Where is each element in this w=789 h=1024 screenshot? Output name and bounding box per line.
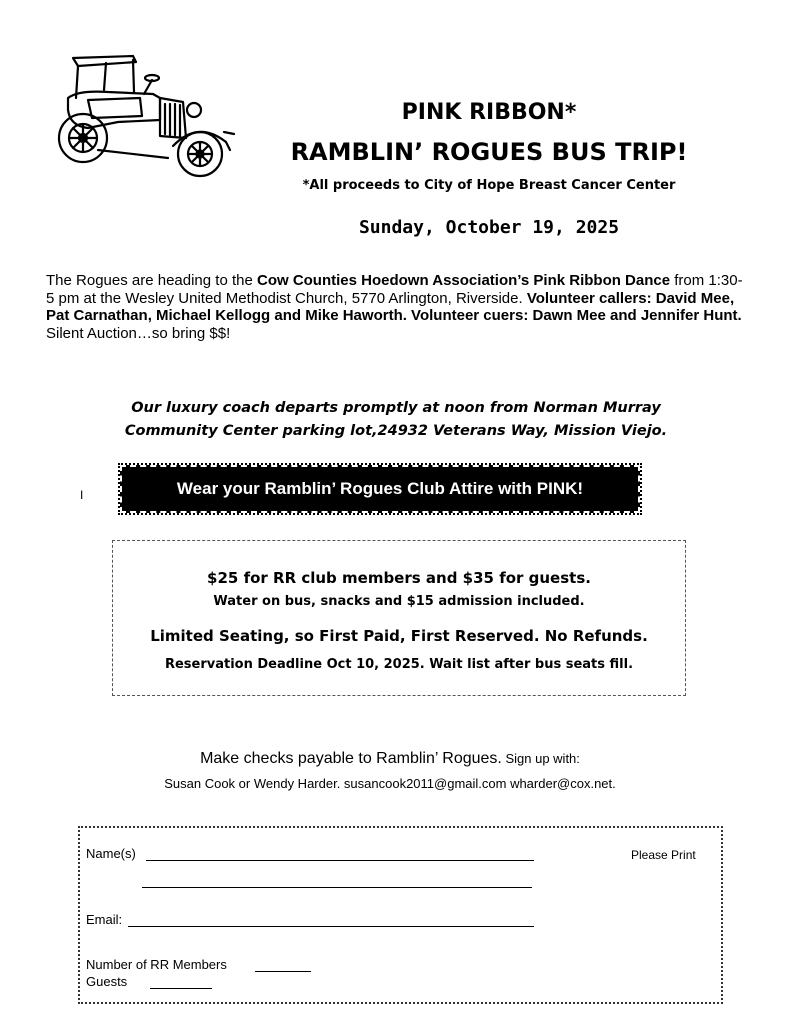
intro-paragraph — [46, 272, 746, 342]
vintage-car-icon — [48, 50, 238, 180]
checks-text: Make checks payable to Ramblin’ Rogues. — [200, 750, 502, 767]
departure-line-1: Our luxury coach departs promptly at noon from Norman Murray — [131, 400, 661, 416]
departure-line-2: Community Center parking lot,24932 Veterans Way, Mission Viejo. — [124, 423, 668, 439]
please-print-note: Please Print — [631, 848, 696, 862]
names-field-2[interactable] — [142, 873, 532, 888]
price-line: $25 for RR club members and $35 for guests. — [207, 569, 591, 587]
deadline-line: Reservation Deadline Oct 10, 2025. Wait list after bus seats fill. — [164, 657, 634, 672]
checks-payable — [20, 750, 760, 768]
names-label: Name(s) — [86, 846, 136, 861]
contacts-line: Susan Cook or Wendy Harder. susancook2011@gmail.com wharder@cox.net. — [164, 776, 616, 791]
stray-marker: I — [80, 488, 84, 502]
title-line-1: PINK RIBBON* — [401, 100, 577, 125]
pricing-box — [112, 540, 686, 696]
title-line-2: RAMBLIN’ ROGUES BUS TRIP! — [290, 138, 688, 166]
intro-text-3: Silent Auction…so bring $$! — [46, 324, 231, 342]
email-field[interactable] — [128, 912, 534, 927]
departure-info — [46, 397, 746, 443]
attire-banner: Wear your Ramblin’ Rogues Club Attire with PINK! — [120, 465, 640, 513]
guests-count-field[interactable] — [150, 974, 212, 989]
intro-text-2: from 1:30-5 pm at the Wesley United Methodist Church, 5770 Arlington, Riverside. — [46, 272, 743, 307]
registration-form — [78, 826, 723, 1004]
intro-text-1: The Rogues are heading to the — [46, 272, 257, 289]
names-field[interactable] — [146, 846, 534, 861]
included-line: Water on bus, snacks and $15 admission included. — [213, 594, 585, 609]
intro-event-name: Cow Counties Hoedown Association’s Pink Ribbon Dance — [256, 272, 671, 289]
event-date: Sunday, October 19, 2025 — [358, 217, 620, 238]
email-label: Email: — [86, 912, 123, 927]
members-label: Number of RR Members — [86, 957, 227, 972]
seating-line: Limited Seating, so First Paid, First Reserved. No Refunds. — [150, 627, 648, 645]
members-count-field[interactable] — [255, 957, 311, 972]
signup-with-text: Sign up with: — [501, 751, 580, 766]
intro-volunteers: Volunteer callers: David Mee, Pat Carnathan, Michael Kellogg and Mike Haworth. Volunteer cuers: Dawn Mee and Jennifer Hunt. — [46, 289, 742, 324]
guests-label: Guests — [86, 974, 128, 989]
proceeds-note: *All proceeds to City of Hope Breast Cancer Center — [302, 178, 676, 193]
